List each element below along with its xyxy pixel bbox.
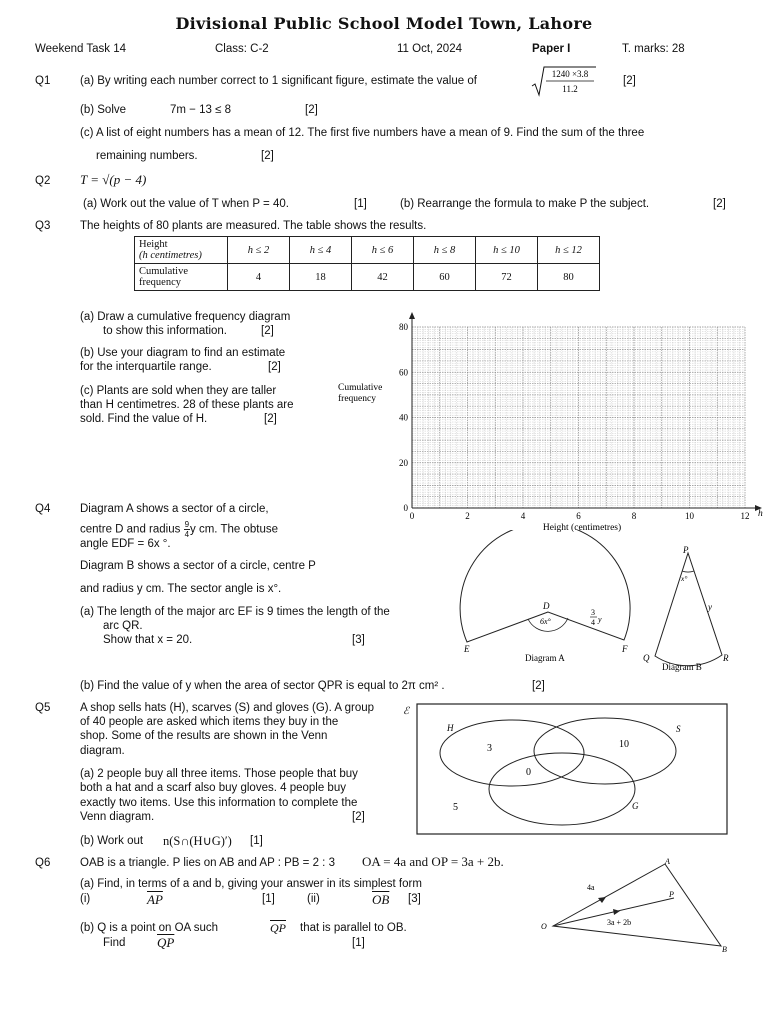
point-p-label: P [669,890,674,899]
table-header-cell: h ≤ 10 [476,237,538,264]
q6-number: Q6 [35,857,51,869]
fraction-numerator: 9 [184,520,190,529]
q6-vector-text: OA = 4a and OP = 3a + 2b. [362,854,504,869]
radius-var: y [598,615,602,624]
q1a-sqrt-expression [530,64,600,98]
set-h-label: H [447,723,454,733]
table-row [135,264,600,291]
q3a-line1: (a) Draw a cumulative frequency diagram [80,311,291,323]
vector-ap: $\overline{AP}$ [147,892,163,907]
y-tick-label: 40 [399,412,408,423]
q3-intro: The heights of 80 plants are measured. The table shows the results. [80,220,427,232]
radius-frac-num: 3 [591,608,595,617]
y-tick-label: 0 [403,503,408,513]
table-row [135,237,600,264]
school-title: Divisional Public School Model Town, Lahore [175,14,593,33]
q1a-numerator: 1240 ×3.8 [551,69,589,79]
q2b-text: (b) Rearrange the formula to make P the subject. [400,198,650,210]
set-s-label: S [676,724,681,734]
q6b-marks: [1] [352,937,365,949]
x-tick-label: 4 [520,511,526,521]
venn-diagram [400,702,730,836]
q4-p2-line2: and radius y cm. The sector angle is x°. [80,583,282,595]
q5-intro-3: shop. Some of the results are shown in the Venn [80,730,328,742]
vector-4a-label: 4a [587,883,595,892]
q1c-line1: (c) A list of eight numbers has a mean of 12. The first five numbers have a mean of 9. Find the sum of the three [80,127,645,139]
q1b-marks: [2] [305,104,318,116]
y-tick-label: 60 [399,367,408,378]
q2-number: Q2 [35,175,51,187]
table-cell: 42 [352,264,414,291]
x-tick-label: 8 [631,511,637,521]
venn-region-value: 0 [526,767,531,778]
q3c-line2: than H centimetres. 28 of these plants are [80,399,294,411]
q4-number: Q4 [35,503,51,515]
q5b-label: (b) Work out [80,835,144,847]
q5a-line2: both a hat and a scarf also buy gloves. 4 people buy [80,782,346,794]
venn-h-only-value: 3 [487,743,492,754]
q1a-denominator: 11.2 [562,84,578,94]
q2-formula: T = √(p − 4) [80,172,147,187]
cumulative-frequency-grid [330,312,768,538]
table-header-cell: h ≤ 8 [414,237,476,264]
q4-p2-line1: Diagram B shows a sector of a circle, centre P [80,560,316,572]
set-g-ellipse [489,753,635,825]
h-variable-label: h [758,509,763,519]
y-axis-arrow [409,312,415,319]
x-tick-label: 6 [576,511,581,521]
table-cell: 18 [290,264,352,291]
vector-ob: $\overline{OB}$ [372,892,390,907]
angle-x-arc [682,571,694,572]
x-tick-label: 12 [740,511,750,521]
q6a-i-label: (i) [80,893,91,905]
q3-number: Q3 [35,220,51,232]
point-d-label: D [543,601,550,611]
point-a-label: A [665,857,670,866]
q6a-i-marks: [1] [262,893,275,905]
q3c-marks: [2] [264,413,277,425]
universal-set-label: ℰ [403,706,410,717]
angle-6x-label: 6x° [540,617,551,626]
table-cell: 60 [414,264,476,291]
q1a-text: (a) By writing each number correct to 1 significant figure, estimate the value of [80,75,477,87]
q4-p1-line3: angle EDF = 6x °. [80,538,171,550]
q4a-marks: [3] [352,634,365,646]
venn-s-only-value: 10 [619,739,629,750]
q6b-line1b: that is parallel to OB. [300,922,407,934]
q6b-line2: Find [103,937,126,949]
q1-number: Q1 [35,75,51,87]
q4-p1-line2b: y cm. The obtuse [190,523,279,536]
q5-intro-1: A shop sells hats (H), scarves (S) and gloves (G). A group [80,702,375,714]
q5a-line1: (a) 2 people buy all three items. Those people that buy [80,768,358,780]
y-tick-label: 80 [399,322,408,332]
radius-frac-den: 4 [591,618,595,627]
q3a-marks: [2] [261,325,274,337]
point-b-label: B [722,945,727,954]
q4b-marks: [2] [532,680,545,692]
table-row-label [135,264,228,291]
q3b-line1: (b) Use your diagram to find an estimate [80,347,286,359]
venn-outside-value: 5 [453,802,458,813]
q4a-line1: (a) The length of the major arc EF is 9 times the length of the [80,606,390,618]
side-y-label: y [708,602,712,612]
vector-3a2b-label: 3a + 2b [607,918,632,927]
x-tick-label: 0 [409,511,415,521]
q3b-marks: [2] [268,361,281,373]
fraction-denominator: 4 [184,530,190,539]
q4-p1-line2 [80,520,278,539]
arrow-op [613,909,620,915]
q5b-expression: n(S∩(H∪G)′) [163,834,232,848]
q5a-line4: Venn diagram. [80,811,155,823]
grid-lines [412,327,745,508]
q1b-expression: 7m − 13 ≤ 8 [170,104,231,116]
table-header-cell: h ≤ 12 [538,237,600,264]
table-cell: 80 [538,264,600,291]
q5-number: Q5 [35,702,51,714]
table-cell: 72 [476,264,538,291]
point-e-label: E [464,644,470,654]
paper-label: Paper I [532,43,571,55]
y-axis-label-2: frequency [338,394,376,404]
point-f-label: F [622,644,628,654]
q1c-marks: [2] [261,150,274,162]
q3a-line2: to show this information. [103,325,228,337]
q6a-text: (a) Find, in terms of a and b, giving your answer in its simplest form [80,878,422,890]
set-s-ellipse [534,718,676,784]
q4a-line3: Show that x = 20. [103,634,193,646]
total-marks: T. marks: 28 [622,43,685,55]
q4-p1-line2a: centre D and radius [80,523,181,536]
task-label: Weekend Task 14 [35,43,126,55]
diagram-a-caption: Diagram A [525,653,565,663]
q1b-label: (b) Solve [80,104,127,116]
triangle-oab-diagram [538,852,764,962]
triangle-oab [553,864,721,946]
q5-intro-2: of 40 people are asked which items they buy in the [80,716,339,728]
height-frequency-table [134,236,600,291]
table-header-cell: h ≤ 2 [228,237,290,264]
point-o-label: O [541,922,547,931]
table-row-label [135,237,228,264]
q2b-marks: [2] [713,198,726,210]
point-q-label: Q [643,653,650,663]
diagram-b-sector [636,543,746,675]
date-label: 11 Oct, 2024 [397,43,462,55]
y-tick-label: 20 [399,457,408,468]
x-axis-label: Height (centimetres) [542,523,622,533]
q5a-marks: [2] [352,811,365,823]
q2a-marks: [1] [354,198,367,210]
universal-set-box [417,704,727,834]
height-unit-label: (h centimetres) [139,250,202,261]
point-r-label: R [723,653,729,663]
vector-qp-find: $\overline{QP}$ [157,935,175,950]
height-label: Height [139,239,168,250]
x-tick-label: 10 [685,511,694,521]
q3c-line3: sold. Find the value of H. [80,413,208,425]
vector-qp: $\overline{QP}$ [270,921,286,935]
q6a-ii-marks: [3] [408,893,421,905]
table-header-cell: h ≤ 6 [352,237,414,264]
q5a-line3: exactly two items. Use this information to complete the [80,797,358,809]
q4-p1-line1: Diagram A shows a sector of a circle, [80,503,269,515]
x-tick-label: 2 [465,511,470,521]
class-label: Class: C-2 [215,43,269,55]
q1c-line2: remaining numbers. [96,150,198,162]
table-header-cell: h ≤ 4 [290,237,352,264]
q6a-ii-label: (ii) [307,893,320,905]
q3c-line1: (c) Plants are sold when they are taller [80,385,277,397]
cumfreq-label: Cumulative [139,266,188,277]
q4a-line2: arc QR. [103,620,143,632]
q6b-line1: (b) Q is a point on OA such [80,922,219,934]
q5b-marks: [1] [250,835,263,847]
q2a-text: (a) Work out the value of T when P = 40. [83,198,289,210]
angle-x-label: x° [681,574,688,583]
q5-intro-4: diagram. [80,745,125,757]
diagram-a-sector [452,530,637,668]
set-g-label: G [632,801,639,811]
q4b-text: (b) Find the value of y when the area of sector QPR is equal to 2π cm² . [80,680,445,692]
q6-intro: OAB is a triangle. P lies on AB and AP : PB = 2 : 3 [80,857,335,869]
cumfreq-label-2: frequency [139,277,181,288]
point-p-label: P [683,545,689,555]
diagram-b-caption: Diagram B [662,662,702,672]
q3b-line2: for the interquartile range. [80,361,212,373]
table-cell: 4 [228,264,290,291]
q1a-marks: [2] [623,75,636,87]
y-axis-label-1: Cumulative [338,383,383,393]
